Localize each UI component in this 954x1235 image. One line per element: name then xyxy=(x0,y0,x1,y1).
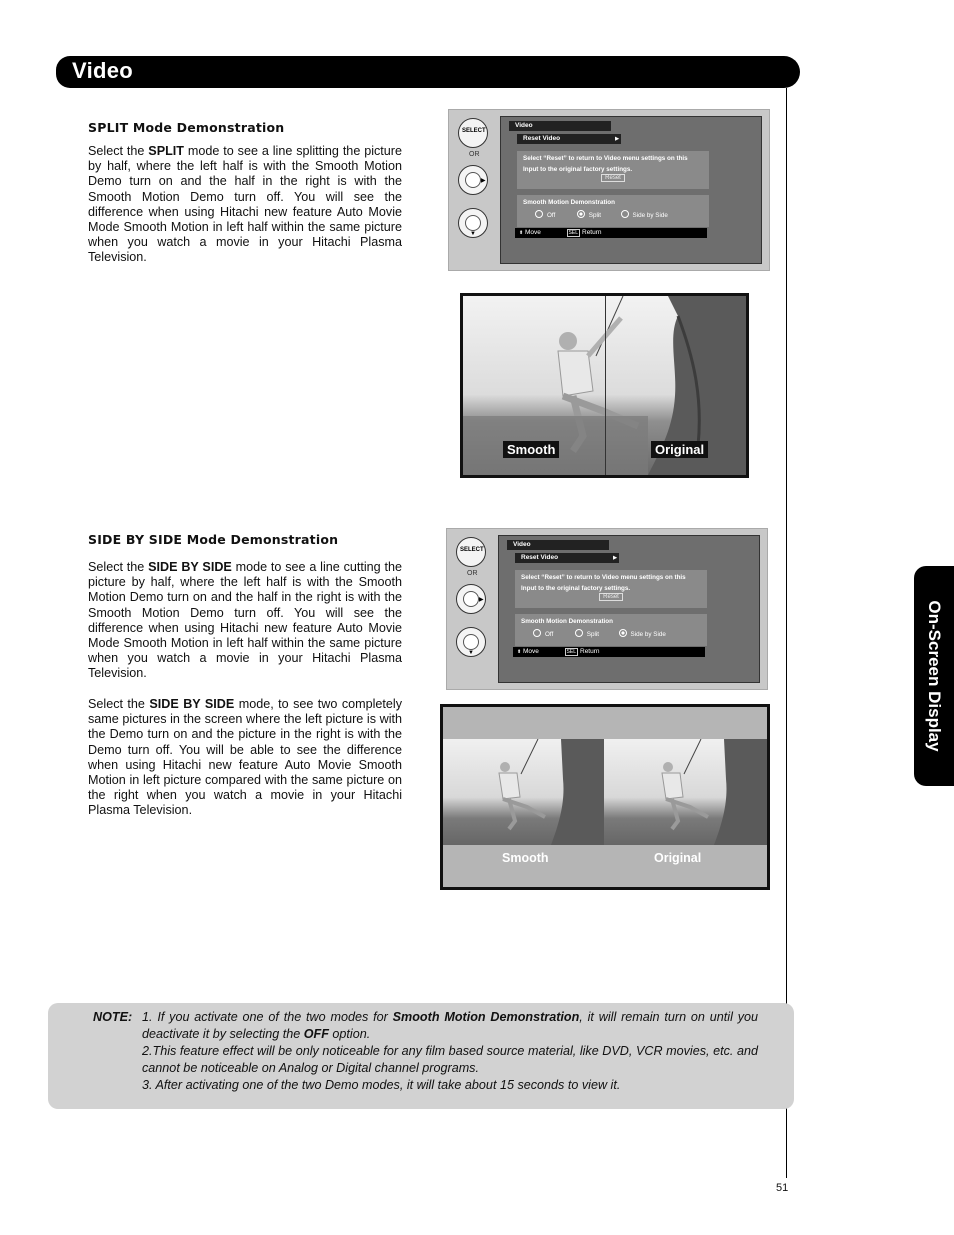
cursor-right-button[interactable] xyxy=(458,165,488,195)
climber-image-left xyxy=(443,739,604,845)
note-item-3: 3. After activating one of the two Demo modes, it will take about 15 seconds to view it. xyxy=(142,1078,621,1092)
split-demo-frame xyxy=(460,293,749,478)
reset-button[interactable]: Reset xyxy=(599,593,623,601)
side-tab-label: On-Screen Display xyxy=(925,600,944,752)
triangle-right-icon: ▶ xyxy=(615,136,619,142)
up-down-icon: ⬍ xyxy=(519,230,524,236)
radio-split[interactable] xyxy=(577,210,585,218)
note-label: NOTE: xyxy=(93,1010,133,1024)
smooth-motion-box: Smooth Motion Demonstration Off Split Side by Side xyxy=(515,614,707,646)
radio-off[interactable] xyxy=(535,210,543,218)
reset-info-box: Select “Reset” to return to Video menu settings on this Input to the original factory settings. Reset xyxy=(517,151,709,189)
select-button[interactable]: SELECT xyxy=(456,537,486,567)
header-bar xyxy=(56,56,800,88)
menu-title: Video xyxy=(507,540,609,550)
menu-submenu[interactable]: Reset Video ▶ xyxy=(515,553,619,563)
split-paragraph xyxy=(88,144,402,266)
climber-image-right xyxy=(604,739,767,845)
triangle-down-icon: ▼ xyxy=(468,650,474,656)
cursor-down-button[interactable] xyxy=(458,208,488,238)
or-label: OR xyxy=(467,570,478,577)
split-text-bold: SPLIT xyxy=(148,144,184,158)
triangle-right-icon: ▶ xyxy=(479,597,484,603)
side-demo-photo-left xyxy=(443,739,604,845)
original-label: Original xyxy=(651,441,708,458)
menu-submenu[interactable]: Reset Video ▶ xyxy=(517,134,621,144)
triangle-right-icon: ▶ xyxy=(481,178,486,184)
smooth-label: Smooth xyxy=(502,851,549,865)
up-down-icon: ⬍ xyxy=(517,649,522,655)
menu-panel-side xyxy=(446,528,768,690)
side-demo-frame xyxy=(440,704,770,890)
nav-bar: ⬍ Move SEL Return xyxy=(515,228,707,238)
radio-side-by-side[interactable] xyxy=(621,210,629,218)
menu-title: Video xyxy=(509,121,611,131)
side-paragraph-1: Select the SIDE BY SIDE mode to see a line cutting the picture by half, where the left half is with the Smooth Motion Demo turn on and the half in the right is with the Smooth Motion Demo turn off. You will see the difference when using Hitachi new feature Auto Movie Mode Smooth Motion in left half within the same picture when you watch a movie in your Hitachi Plasma Television. xyxy=(88,560,402,681)
radio-off[interactable] xyxy=(533,629,541,637)
or-label: OR xyxy=(469,151,480,158)
side-demo-photo-right xyxy=(604,739,767,845)
page-title: Video xyxy=(72,58,134,83)
reset-button[interactable]: Reset xyxy=(601,174,625,182)
cursor-down-button[interactable] xyxy=(456,627,486,657)
split-text-b: mode to see a line splitting the picture by half, where the left half is with the Smooth Motion Demo turn on and the half in the right is with the Smooth Motion Demo turn off. You will see the difference when using Hitachi new feature Auto Movie Mode Smooth Motion in left half within the same picture when you watch a movie in your Hitachi Plasma Television. xyxy=(88,144,403,265)
split-line xyxy=(605,296,606,475)
note-item-1: 1. If you activate one of the two modes for Smooth Motion Demonstration, it will remain turn on until you deactivate it by selecting the OFF option. xyxy=(142,1010,758,1041)
side-paragraph-2: Select the SIDE BY SIDE mode, to see two completely same pictures in the screen where the left picture is with the Demo turn on and the picture in the right is with the Demo turn off. You will be able to see the difference when using Hitachi new feature Auto Movie Smooth Motion in left picture compared with the same picture on the right when you watch a movie in your Hitachi Plasma Television. xyxy=(88,697,403,818)
smooth-label: Smooth xyxy=(503,441,559,458)
tv-screen xyxy=(500,116,762,264)
triangle-down-icon: ▼ xyxy=(470,231,476,237)
reset-info-box: Select “Reset” to return to Video menu settings on this Input to the original factory settings. Reset xyxy=(515,570,707,608)
triangle-right-icon: ▶ xyxy=(613,555,617,561)
menu-panel-split xyxy=(448,109,770,271)
split-text-a: Select the xyxy=(88,144,145,158)
side-heading: SIDE BY SIDE Mode Demonstration xyxy=(88,532,339,547)
original-label: Original xyxy=(654,851,702,865)
smooth-motion-box: Smooth Motion Demonstration Off Split Side by Side xyxy=(517,195,709,227)
radio-side-by-side[interactable] xyxy=(619,629,627,637)
nav-bar: ⬍ Move SEL Return xyxy=(513,647,705,657)
split-heading: SPLIT Mode Demonstration xyxy=(88,120,285,135)
side-tab xyxy=(914,566,954,786)
select-button[interactable]: SELECT xyxy=(458,118,488,148)
radio-split[interactable] xyxy=(575,629,583,637)
page-number: 51 xyxy=(776,1182,789,1194)
cursor-right-button[interactable] xyxy=(456,584,486,614)
note-item-2: 2.This feature effect will be only noticeable for any film based source material, like DVD, VCR movies, etc. and cannot be noticeable on Analog or Digital channel programs. xyxy=(142,1044,758,1075)
tv-screen xyxy=(498,535,760,683)
